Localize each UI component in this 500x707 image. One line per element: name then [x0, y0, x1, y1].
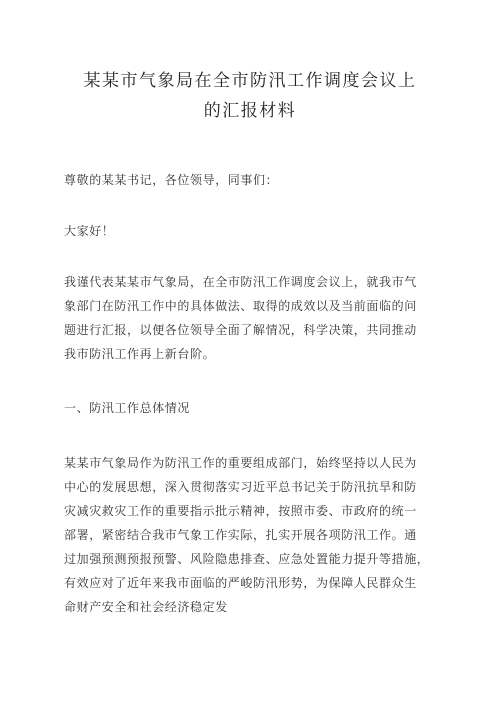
- greeting-text: 尊敬的某某书记，各位领导，同事们：: [64, 173, 279, 187]
- intro-line: 我谨代表某某市气象局，在全市防汛工作调度会议上，就我市气: [64, 275, 417, 289]
- body-line: 过加强预测预报预警、风险隐患排查、应急处置能力提升等措施，: [64, 552, 430, 566]
- body-line: 有效应对了近年来我市面临的严峻防汛形势，为保障人民群众生: [64, 576, 417, 590]
- document-title-line-1: 某某市气象局在全市防汛工作调度会议上: [83, 71, 417, 91]
- hello-text: 大家好！: [64, 224, 115, 238]
- body-line: 部署，紧密结合我市气象工作实际，扎实开展各项防汛工作。通: [64, 528, 417, 542]
- intro-paragraph: [64, 270, 444, 366]
- document-title-line-2: 的汇报材料: [203, 101, 297, 121]
- section-1-body-paragraph: [64, 451, 444, 619]
- intro-line: 我市防汛工作再上新台阶。: [64, 347, 216, 361]
- body-line: 灾减灾救灾工作的重要指示批示精神，按照市委、市政府的统一: [64, 504, 417, 518]
- section-1-heading: 一、防汛工作总体情况: [64, 401, 191, 415]
- intro-line: 象部门在防汛工作中的具体做法、取得的成效以及当前面临的问: [64, 299, 417, 313]
- body-line: 命财产安全和社会经济稳定发: [64, 600, 228, 614]
- greeting-paragraph: [64, 168, 444, 192]
- body-line: 某某市气象局作为防汛工作的重要组成部门，始终坚持以人民为: [64, 456, 417, 470]
- body-line: 中心的发展思想，深入贯彻落实习近平总书记关于防汛抗旱和防: [64, 480, 417, 494]
- intro-line: 题进行汇报，以便各位领导全面了解情况，科学决策，共同推动: [64, 323, 417, 337]
- hello-paragraph: [64, 219, 444, 243]
- section-1-heading-block: [64, 396, 444, 420]
